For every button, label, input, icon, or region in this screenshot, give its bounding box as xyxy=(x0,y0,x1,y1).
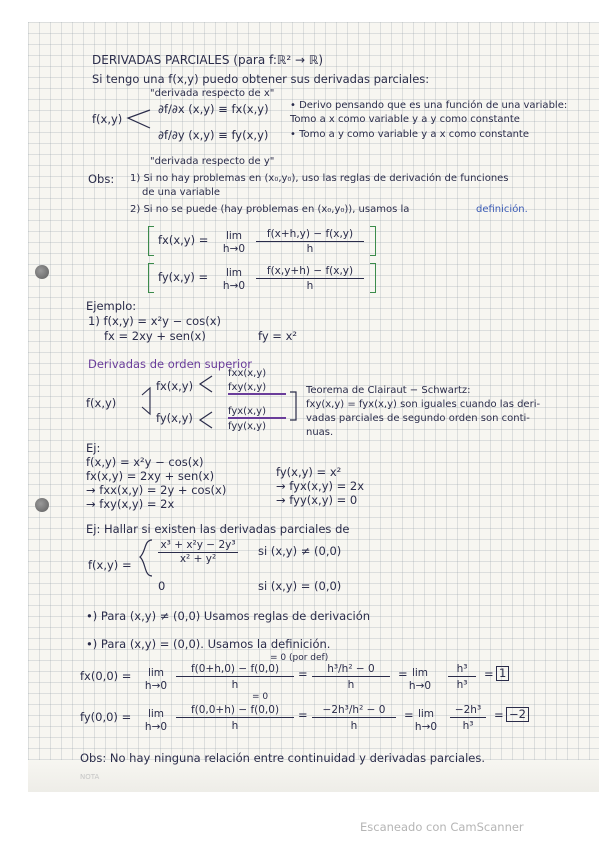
calc-fx-step2-denominator: h xyxy=(347,679,355,691)
calc-fx-step2-bar xyxy=(312,676,390,677)
calc-fx-numerator: f(0+h,0) − f(0,0) xyxy=(190,663,280,675)
derivation-note-3: • Tomo a y como variable y a x como constante xyxy=(290,129,529,140)
calc-fy-step3-bar xyxy=(450,717,486,718)
piecewise-lhs: f(x,y) = xyxy=(88,558,132,572)
formula-fy-bracket-left xyxy=(148,263,154,293)
calc-fx-sub: h→0 xyxy=(144,680,168,692)
piecewise-denominator: x² + y² xyxy=(179,553,217,565)
example-2-fyx: → fyx(x,y) = 2x xyxy=(276,479,365,493)
calc-fx-lhs: fx(0,0) = xyxy=(80,669,132,683)
formula-fx-lhs: fx(x,y) = xyxy=(158,233,209,247)
formula-fx-fraction-bar xyxy=(256,241,364,242)
theorem-line-1: fxy(x,y) = fyx(x,y) son iguales cuando las deri- xyxy=(306,399,541,410)
example-3-title: Ej: Hallar si existen las derivadas parciales de xyxy=(86,522,350,536)
piecewise-condition-1: si (x,y) ≠ (0,0) xyxy=(258,544,342,558)
example-fy: fy = x² xyxy=(258,329,298,343)
calc-fx-equals-3: = xyxy=(484,667,494,681)
obs-item-1: 1) Si no hay problemas en (x₀,y₀), uso las reglas de derivación de funciones xyxy=(130,173,509,184)
calc-fx-step3-numerator: h³ xyxy=(456,663,468,675)
obs-label: Obs: xyxy=(88,172,115,186)
higher-order-title: Derivadas de orden superior xyxy=(88,357,252,371)
calc-fy-denominator: h xyxy=(231,720,239,732)
calc-fy-step2-bar xyxy=(312,717,396,718)
example-2-function: f(x,y) = x²y − cos(x) xyxy=(86,455,204,469)
fxy-highlight xyxy=(228,393,286,395)
calc-fx-lim: lim xyxy=(147,667,165,679)
nota-label: NOTA xyxy=(80,773,100,781)
calc-fx-sub-2: h→0 xyxy=(408,680,432,692)
theorem-title: Teorema de Clairaut − Schwartz: xyxy=(306,385,471,396)
calc-fy-sub-2: h→0 xyxy=(414,721,438,733)
formula-fx-numerator: f(x+h,y) − f(x,y) xyxy=(266,228,354,240)
example-2-fyy: → fyy(x,y) = 0 xyxy=(276,493,358,507)
formula-fx-bracket-right xyxy=(370,226,376,256)
theorem-line-3: nuas. xyxy=(306,427,334,438)
calc-fy-step2-numerator: −2h³/h² − 0 xyxy=(322,704,386,716)
example-2-title: Ej: xyxy=(86,441,101,455)
higher-order-fy: fy(x,y) xyxy=(156,411,193,425)
derivation-note-1: • Derivo pensando que es una función de una variable: xyxy=(290,100,568,111)
final-observation: Obs: No hay ninguna relación entre continuidad y derivadas parciales. xyxy=(80,751,486,765)
example-2-fy: fy(x,y) = x² xyxy=(276,465,342,479)
calc-fx-result: 1 xyxy=(496,666,509,681)
calc-fx-fraction-bar xyxy=(176,676,294,677)
calc-fy-equals-3: = xyxy=(494,708,504,722)
piecewise-numerator: x³ + x²y − 2y³ xyxy=(160,539,236,551)
intro-text: Si tengo una f(x,y) puedo obtener sus derivadas parciales: xyxy=(92,72,430,86)
calc-fy-equals-2: = xyxy=(404,708,414,722)
calc-fy-result: −2 xyxy=(506,707,529,722)
example-title: Ejemplo: xyxy=(86,299,137,313)
camscanner-watermark: Escaneado con CamScanner xyxy=(360,820,524,834)
formula-fx-sub: h→0 xyxy=(222,243,246,255)
derivation-note-2: Tomo a x como variable y a y como constante xyxy=(290,114,520,125)
note-equals-zero: = 0 xyxy=(252,692,269,702)
higher-order-fyy: fyy(x,y) xyxy=(228,421,266,432)
calc-fy-sub: h→0 xyxy=(144,721,168,733)
formula-fy-denominator: h xyxy=(306,280,314,292)
case-2-text: •) Para (x,y) = (0,0). Usamos la definición. xyxy=(86,637,331,651)
higher-order-fx: fx(x,y) xyxy=(156,379,194,393)
calc-fx-step3-denominator: h³ xyxy=(456,679,468,691)
case-1-text: •) Para (x,y) ≠ (0,0) Usamos reglas de derivación xyxy=(86,609,371,623)
higher-order-fyx: fyx(x,y) xyxy=(228,406,266,417)
calc-fy-step3-numerator: −2h³ xyxy=(454,704,482,716)
formula-fy-lhs: fy(x,y) = xyxy=(158,270,209,284)
calc-fx-step3-bar xyxy=(448,676,476,677)
definition-fy: ∂f/∂y (x,y) ≡ fy(x,y) xyxy=(158,128,269,142)
calc-fy-lim: lim xyxy=(147,708,165,720)
formula-fy-lim: lim xyxy=(225,267,243,279)
piecewise-condition-2: si (x,y) = (0,0) xyxy=(258,579,342,593)
obs-item-2: 2) Si no se puede (hay problemas en (x₀,y₀)), usamos la xyxy=(130,204,410,215)
formula-fy-numerator: f(x,y+h) − f(x,y) xyxy=(266,265,354,277)
page-title: DERIVADAS PARCIALES (para f:ℝ² → ℝ) xyxy=(92,53,324,67)
calc-fy-step3-denominator: h³ xyxy=(462,720,474,732)
calc-fx-denominator: h xyxy=(231,679,239,691)
formula-fx-bracket-left xyxy=(148,226,154,256)
obs-item-2-keyword: definición. xyxy=(476,204,528,215)
function-label: f(x,y) xyxy=(92,112,123,126)
example-2-fxx: → fxx(x,y) = 2y + cos(x) xyxy=(86,483,227,497)
example-function: 1) f(x,y) = x²y − cos(x) xyxy=(88,314,221,328)
calc-fx-equals-2: = xyxy=(398,667,408,681)
calc-fy-lhs: fy(0,0) = xyxy=(80,710,132,724)
formula-fx-lim: lim xyxy=(225,230,243,242)
formula-fy-sub: h→0 xyxy=(222,280,246,292)
definition-fx: ∂f/∂x (x,y) ≡ fx(x,y) xyxy=(158,102,269,116)
calc-fy-equals: = xyxy=(298,708,308,722)
calc-fx-lim-2: lim xyxy=(411,667,429,679)
formula-fy-fraction-bar xyxy=(256,278,364,279)
piecewise-zero: 0 xyxy=(158,579,166,593)
theorem-line-2: vadas parciales de segundo orden son conti- xyxy=(306,413,530,424)
formula-fx-denominator: h xyxy=(306,243,314,255)
example-fx: fx = 2xy + sen(x) xyxy=(104,329,206,343)
calc-fy-lim-2: lim xyxy=(417,708,435,720)
note-by-definition: = 0 (por def) xyxy=(270,653,329,663)
note-derivative-y: "derivada respecto de y" xyxy=(150,156,275,167)
fyx-highlight xyxy=(228,417,286,419)
calc-fx-step2-numerator: h³/h² − 0 xyxy=(327,663,375,675)
note-derivative-x: "derivada respecto de x" xyxy=(150,88,275,99)
obs-item-1-cont: de una variable xyxy=(142,187,221,198)
calc-fy-fraction-bar xyxy=(176,717,294,718)
higher-order-f: f(x,y) xyxy=(86,396,117,410)
higher-order-fxy: fxy(x,y) xyxy=(228,382,267,393)
formula-fy-bracket-right xyxy=(370,263,376,293)
calc-fx-equals: = xyxy=(298,667,308,681)
calc-fy-numerator: f(0,0+h) − f(0,0) xyxy=(190,704,280,716)
calc-fy-step2-denominator: h xyxy=(350,720,358,732)
higher-order-fxx: fxx(x,y) xyxy=(228,368,267,379)
example-2-fxy: → fxy(x,y) = 2x xyxy=(86,497,175,511)
example-2-fx: fx(x,y) = 2xy + sen(x) xyxy=(86,469,215,483)
